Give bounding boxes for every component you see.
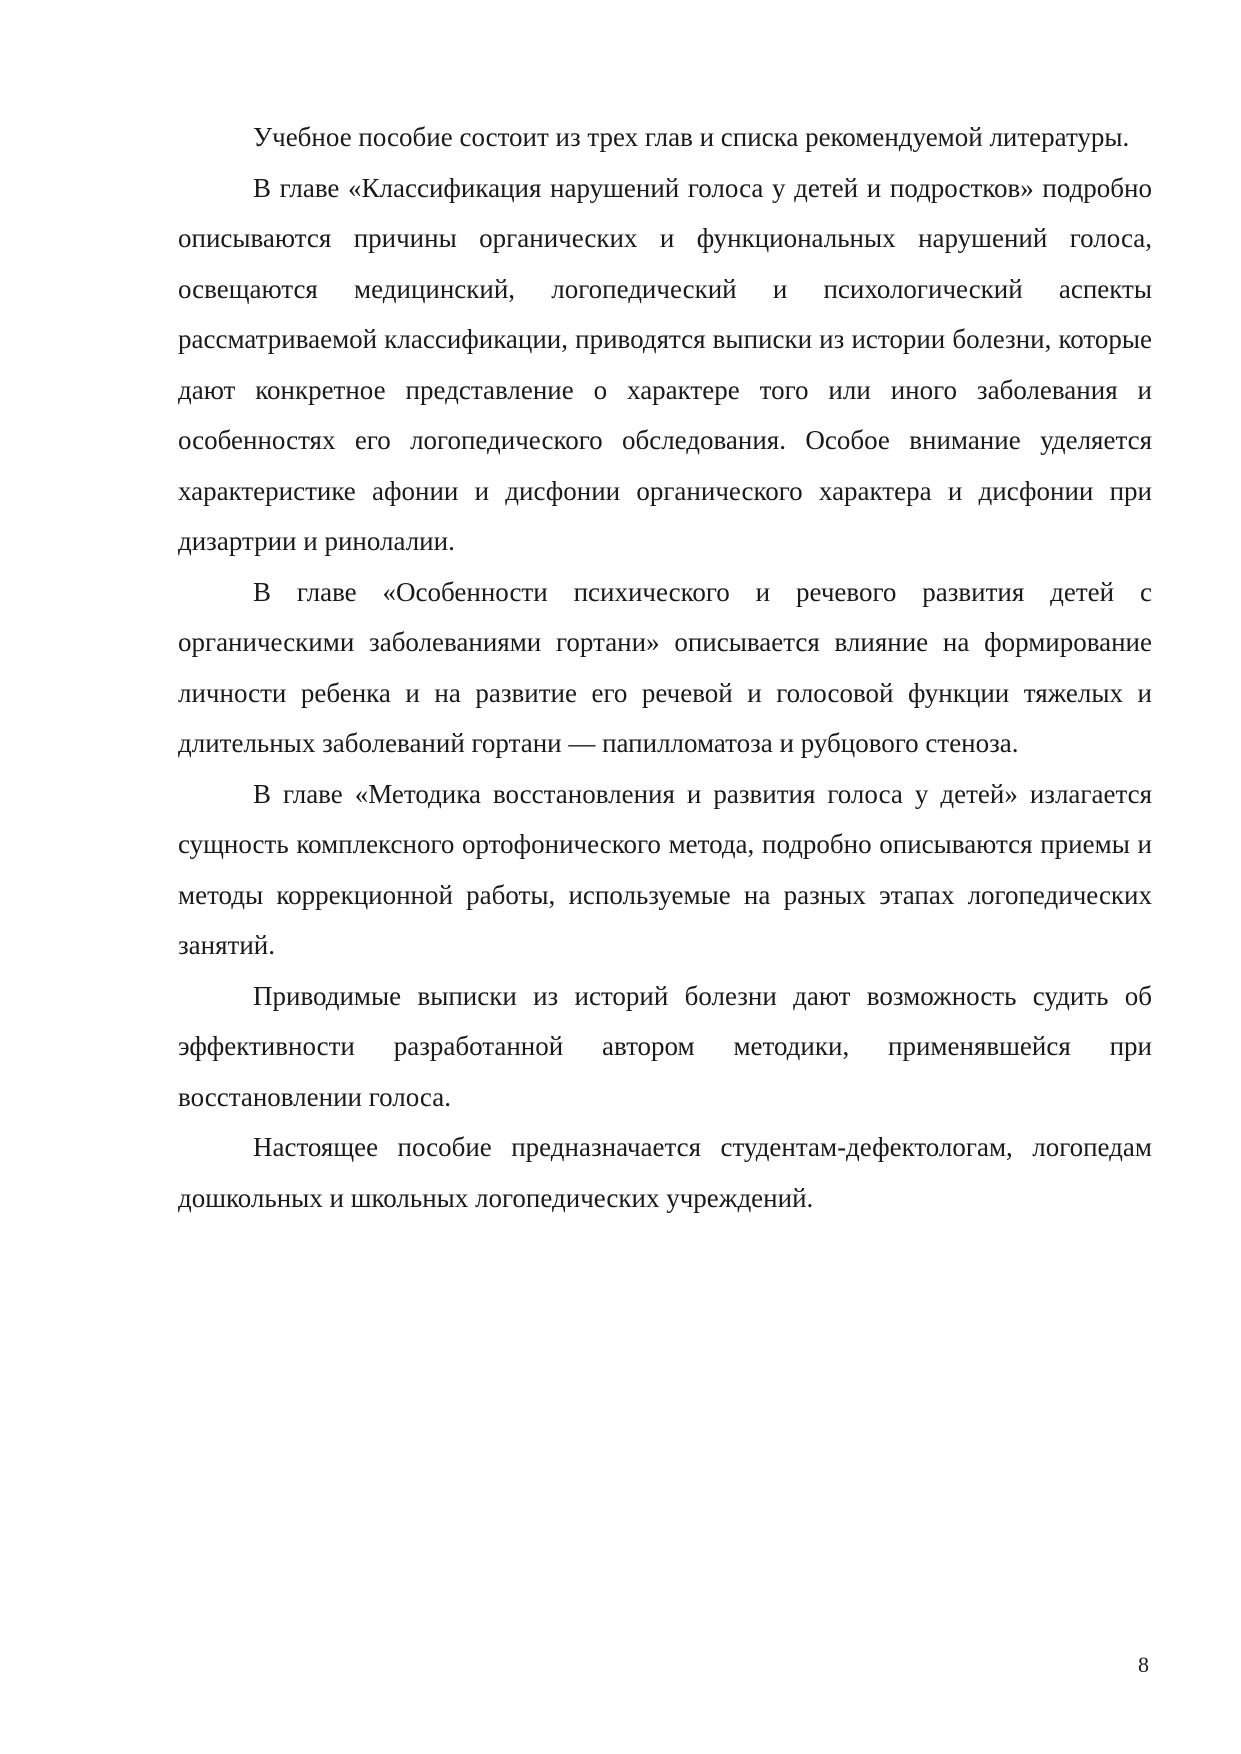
body-text	[178, 112, 1152, 1223]
paragraph-structure: Учебное пособие состоит из трех глав и списка рекомендуемой литературы.	[253, 122, 1130, 152]
paragraph-audience: Настоящее пособие предназначается студентам-дефектологам, логопедам дошкольных и школьных логопедических учреждений.	[178, 1132, 1152, 1213]
paragraph-chapter-2: В главе «Особенности психического и речевого развития детей с органическими заболеваниями гортани» описывается влияние на формирование личности ребенка и на развитие его речевой и голосовой функции тяжелых и длительных заболеваний гортани — папилломатоза и рубцового стеноза.	[178, 576, 1152, 758]
page-number: 8	[1138, 1652, 1149, 1677]
paragraph-case-histories: Приводимые выписки из историй болезни дают возможность судить об эффективности разработанной автором методики, применявшейся при восстановлении голоса.	[178, 980, 1152, 1112]
paragraph-chapter-3: В главе «Методика восстановления и развития голоса у детей» излагается сущность комплексного ортофонического метода, подробно описываются приемы и методы коррекционной работы, используемые на разных этапах логопедических занятий.	[178, 778, 1152, 960]
paragraph-chapter-1: В главе «Классификация нарушений голоса у детей и подростков» подробно описываются причины органических и функциональных нарушений голоса, освещаются медицинский, логопедический и психологический аспекты рассматриваемой классификации, приводятся выписки из истории болезни, которые дают конкретное представление о характере того или иного заболевания и особенностях его логопедического обследования. Особое внимание уделяется характеристике афонии и дисфонии органического характера и дисфонии при дизартрии и ринолалии.	[178, 172, 1152, 556]
